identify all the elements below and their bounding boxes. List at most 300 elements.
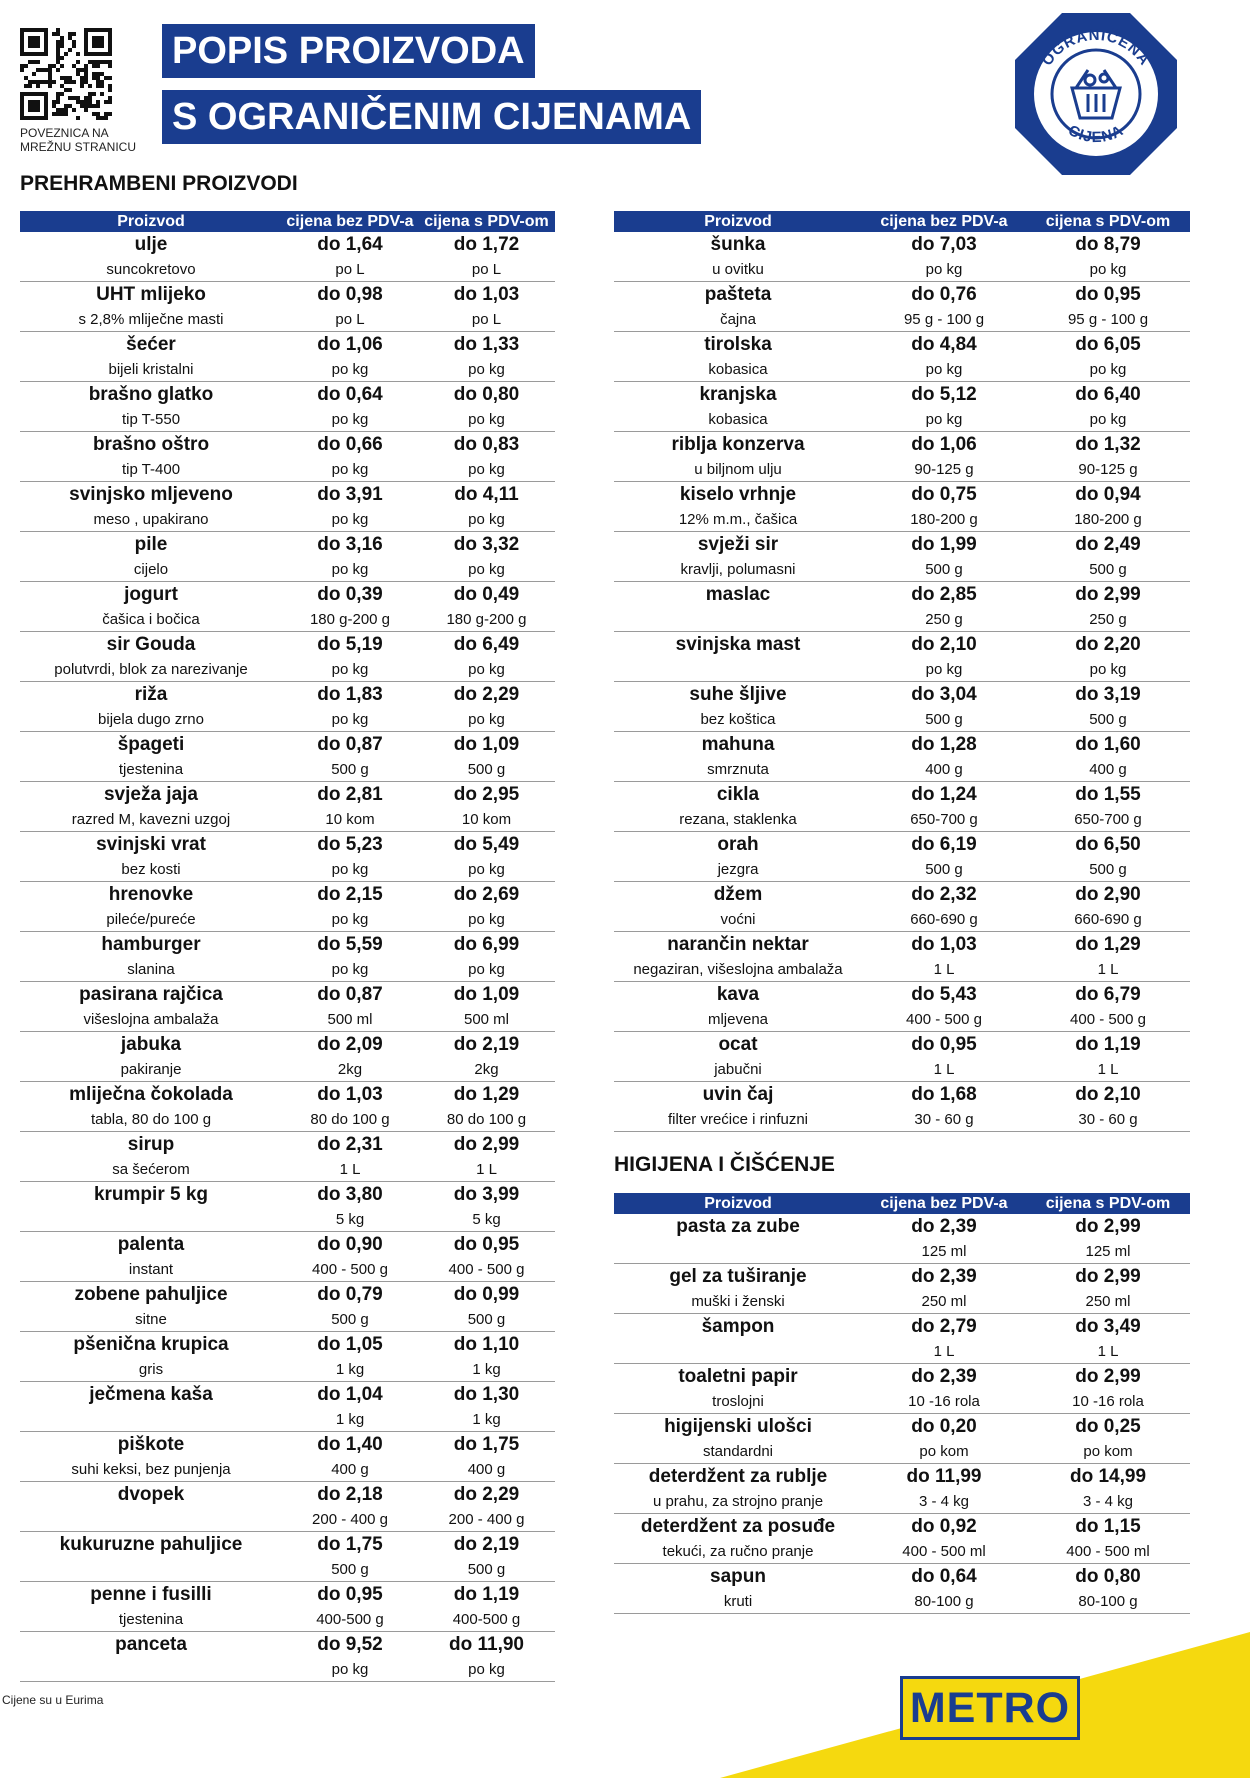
price-excl-vat: do 1,03: [317, 1084, 383, 1105]
product-name: šunka: [710, 234, 766, 255]
price-excl-vat: do 5,12: [911, 384, 977, 405]
product-description: instant: [20, 1258, 282, 1282]
price-excl-vat: do 0,92: [911, 1516, 977, 1537]
product-description: bijela dugo zrno: [20, 708, 282, 732]
price-incl-vat: do 1,55: [1075, 784, 1141, 805]
product-name: šećer: [126, 334, 176, 355]
price-incl-vat: do 2,19: [453, 1534, 520, 1555]
price-excl-vat: do 1,83: [317, 684, 383, 705]
price-incl-vat: do 6,50: [1075, 834, 1141, 855]
unit-incl-vat: po kg: [418, 708, 555, 732]
unit-excl-vat: 1 kg: [282, 1358, 418, 1382]
price-incl-vat: do 2,19: [453, 1034, 520, 1055]
price-incl-vat: do 1,29: [1075, 934, 1141, 955]
price-excl-vat: do 1,75: [317, 1534, 383, 1555]
product-description: voćni: [614, 908, 862, 932]
unit-incl-vat: po kg: [418, 508, 555, 532]
unit-incl-vat: 80 do 100 g: [418, 1108, 555, 1132]
product-description: filter vrećice i rinfuzni: [614, 1108, 862, 1132]
price-incl-vat: do 0,49: [453, 584, 520, 605]
unit-incl-vat: 1 L: [1026, 1058, 1190, 1082]
price-excl-vat: do 0,76: [911, 284, 977, 305]
price-excl-vat: do 0,64: [317, 384, 383, 405]
product-name: sir Gouda: [106, 634, 196, 655]
product-description: kobasica: [614, 358, 862, 382]
unit-excl-vat: po kg: [282, 958, 418, 982]
price-excl-vat: do 5,59: [317, 934, 383, 955]
price-excl-vat: do 1,28: [911, 734, 977, 755]
product-description: negaziran, višeslojna ambalaža: [614, 958, 862, 982]
product-name: šampon: [701, 1316, 775, 1337]
col-header-product: Proizvod: [614, 211, 862, 232]
price-incl-vat: do 3,99: [453, 1184, 520, 1205]
product-name: brašno oštro: [92, 434, 210, 455]
unit-incl-vat: 400 - 500 ml: [1026, 1540, 1190, 1564]
product-name: gel za tuširanje: [669, 1266, 807, 1287]
unit-incl-vat: po kg: [418, 658, 555, 682]
price-incl-vat: do 0,80: [453, 384, 520, 405]
price-excl-vat: do 3,16: [317, 534, 383, 555]
price-incl-vat: do 0,94: [1075, 484, 1141, 505]
product-name: hrenovke: [108, 884, 194, 905]
unit-excl-vat: po kg: [282, 458, 418, 482]
unit-excl-vat: 3 - 4 kg: [862, 1490, 1026, 1514]
col-header-price-incl: cijena s PDV-om: [1026, 1193, 1190, 1214]
product-name: panceta: [115, 1634, 187, 1655]
price-incl-vat: do 1,09: [453, 984, 520, 1005]
unit-incl-vat: 2kg: [418, 1058, 555, 1082]
price-incl-vat: do 2,20: [1075, 634, 1141, 655]
product-description: s 2,8% mliječne masti: [20, 308, 282, 332]
price-excl-vat: do 0,66: [317, 434, 383, 455]
product-name: suhe šljive: [689, 684, 787, 705]
product-name: higijenski ulošci: [664, 1416, 812, 1437]
price-incl-vat: do 6,40: [1075, 384, 1141, 405]
unit-excl-vat: 400 g: [282, 1458, 418, 1482]
product-description: pileće/pureće: [20, 908, 282, 932]
unit-incl-vat: po kg: [1026, 258, 1190, 282]
product-name: sirup: [127, 1134, 175, 1155]
product-description: meso , upakirano: [20, 508, 282, 532]
product-name: deterdžent za posuđe: [640, 1516, 836, 1537]
price-incl-vat: do 1,29: [453, 1084, 520, 1105]
price-excl-vat: do 7,03: [911, 234, 977, 255]
product-description: jezgra: [614, 858, 862, 882]
product-name: ocat: [718, 1034, 758, 1055]
price-excl-vat: do 1,68: [911, 1084, 977, 1105]
price-excl-vat: do 1,06: [911, 434, 977, 455]
unit-incl-vat: 10 -16 rola: [1026, 1390, 1190, 1414]
price-excl-vat: do 5,23: [317, 834, 383, 855]
unit-incl-vat: po kg: [418, 558, 555, 582]
price-incl-vat: do 1,19: [453, 1584, 520, 1605]
product-name: ulje: [134, 234, 168, 255]
unit-incl-vat: po kg: [418, 358, 555, 382]
product-description: troslojni: [614, 1390, 862, 1414]
price-excl-vat: do 5,43: [911, 984, 977, 1005]
product-name: piškote: [117, 1434, 185, 1455]
product-name: narančin nektar: [667, 934, 809, 955]
product-name: pasirana rajčica: [79, 984, 223, 1005]
page-title-line2: S OGRANIČENIM CIJENAMA: [162, 90, 701, 144]
price-excl-vat: do 11,99: [906, 1466, 982, 1487]
price-excl-vat: do 0,87: [317, 734, 383, 755]
unit-incl-vat: 1 L: [1026, 1340, 1190, 1364]
unit-incl-vat: 180-200 g: [1026, 508, 1190, 532]
unit-excl-vat: po kg: [282, 908, 418, 932]
unit-incl-vat: po kg: [418, 908, 555, 932]
unit-incl-vat: po kg: [418, 958, 555, 982]
unit-excl-vat: 250 ml: [862, 1290, 1026, 1314]
price-excl-vat: do 0,79: [317, 1284, 383, 1305]
price-excl-vat: do 2,81: [317, 784, 383, 805]
price-incl-vat: do 8,79: [1075, 234, 1141, 255]
price-excl-vat: do 2,31: [317, 1134, 383, 1155]
price-excl-vat: do 0,87: [317, 984, 383, 1005]
unit-excl-vat: 2kg: [282, 1058, 418, 1082]
unit-excl-vat: po kg: [282, 358, 418, 382]
price-excl-vat: do 2,15: [317, 884, 383, 905]
product-name: dvopek: [117, 1484, 185, 1505]
price-excl-vat: do 1,99: [911, 534, 977, 555]
product-description: u ovitku: [614, 258, 862, 282]
unit-incl-vat: 500 g: [418, 1308, 555, 1332]
unit-excl-vat: 1 L: [862, 1340, 1026, 1364]
product-description: tjestenina: [20, 758, 282, 782]
price-incl-vat: do 6,99: [453, 934, 520, 955]
product-description: kobasica: [614, 408, 862, 432]
product-name: pšenična krupica: [73, 1334, 229, 1355]
product-name: riblja konzerva: [671, 434, 805, 455]
price-incl-vat: do 6,49: [453, 634, 520, 655]
price-incl-vat: do 1,09: [453, 734, 520, 755]
unit-excl-vat: po kg: [282, 708, 418, 732]
price-excl-vat: do 1,24: [911, 784, 977, 805]
col-header-price-incl: cijena s PDV-om: [1026, 211, 1190, 232]
unit-incl-vat: 250 ml: [1026, 1290, 1190, 1314]
price-incl-vat: do 3,32: [453, 534, 520, 555]
unit-incl-vat: 650-700 g: [1026, 808, 1190, 832]
unit-excl-vat: 80-100 g: [862, 1590, 1026, 1614]
price-excl-vat: do 5,19: [317, 634, 383, 655]
unit-incl-vat: 10 kom: [418, 808, 555, 832]
col-header-product: Proizvod: [614, 1193, 862, 1214]
price-incl-vat: do 1,19: [1075, 1034, 1141, 1055]
badge-text-bottom: CIJENA: [1065, 121, 1127, 147]
product-description: suncokretovo: [20, 258, 282, 282]
price-excl-vat: do 0,90: [317, 1234, 383, 1255]
product-name: jogurt: [124, 584, 178, 605]
price-excl-vat: do 3,04: [911, 684, 977, 705]
price-excl-vat: do 3,80: [317, 1184, 383, 1205]
price-incl-vat: do 2,95: [453, 784, 520, 805]
product-description: sitne: [20, 1308, 282, 1332]
product-description: smrznuta: [614, 758, 862, 782]
product-name: penne i fusilli: [90, 1584, 212, 1605]
unit-incl-vat: 30 - 60 g: [1026, 1108, 1190, 1132]
product-name: ječmena kaša: [89, 1384, 213, 1405]
unit-excl-vat: po kg: [862, 408, 1026, 432]
price-incl-vat: do 2,29: [453, 684, 520, 705]
product-name: špageti: [117, 734, 185, 755]
price-incl-vat: do 2,99: [453, 1134, 520, 1155]
unit-excl-vat: po kom: [862, 1440, 1026, 1464]
price-incl-vat: do 5,49: [453, 834, 520, 855]
unit-excl-vat: 500 g: [862, 558, 1026, 582]
price-incl-vat: do 1,32: [1075, 434, 1141, 455]
product-name: tirolska: [704, 334, 772, 355]
price-excl-vat: do 2,39: [911, 1216, 977, 1237]
unit-incl-vat: 3 - 4 kg: [1026, 1490, 1190, 1514]
product-description: čašica i bočica: [20, 608, 282, 632]
product-name: kava: [716, 984, 760, 1005]
unit-incl-vat: po kom: [1026, 1440, 1190, 1464]
product-name: UHT mlijeko: [96, 284, 206, 305]
unit-incl-vat: 1 L: [1026, 958, 1190, 982]
product-description: razred M, kavezni uzgoj: [20, 808, 282, 832]
unit-excl-vat: 180 g-200 g: [282, 608, 418, 632]
currency-note: Cijene su u Eurima: [2, 1693, 104, 1707]
price-excl-vat: do 2,32: [911, 884, 977, 905]
unit-excl-vat: po L: [282, 308, 418, 332]
price-incl-vat: do 2,99: [1075, 1366, 1141, 1387]
product-name: kranjska: [699, 384, 777, 405]
unit-incl-vat: 1 kg: [418, 1408, 555, 1432]
unit-incl-vat: 250 g: [1026, 608, 1190, 632]
price-excl-vat: do 9,52: [317, 1634, 383, 1655]
price-excl-vat: do 2,10: [911, 634, 977, 655]
product-name: kukuruzne pahuljice: [59, 1534, 243, 1555]
unit-excl-vat: 80 do 100 g: [282, 1108, 418, 1132]
price-excl-vat: do 2,79: [911, 1316, 977, 1337]
product-description: standardni: [614, 1440, 862, 1464]
product-name: brašno glatko: [88, 384, 214, 405]
price-excl-vat: do 0,98: [317, 284, 383, 305]
price-incl-vat: do 1,72: [453, 234, 520, 255]
product-description: u prahu, za strojno pranje: [614, 1490, 862, 1514]
product-name: sapun: [710, 1566, 766, 1587]
price-incl-vat: do 6,79: [1075, 984, 1141, 1005]
unit-excl-vat: po kg: [282, 408, 418, 432]
price-excl-vat: do 2,85: [911, 584, 977, 605]
page-title-line1: POPIS PROIZVODA: [162, 24, 535, 78]
unit-excl-vat: 5 kg: [282, 1208, 418, 1232]
price-incl-vat: do 3,19: [1075, 684, 1141, 705]
unit-excl-vat: 180-200 g: [862, 508, 1026, 532]
product-name: pasta za zube: [676, 1216, 800, 1237]
price-excl-vat: do 0,75: [911, 484, 977, 505]
price-incl-vat: do 2,99: [1075, 1216, 1141, 1237]
product-description: jabučni: [614, 1058, 862, 1082]
product-name: kiselo vrhnje: [679, 484, 797, 505]
product-name: mahuna: [701, 734, 775, 755]
unit-incl-vat: 500 g: [1026, 858, 1190, 882]
unit-incl-vat: 660-690 g: [1026, 908, 1190, 932]
price-excl-vat: do 0,95: [317, 1584, 383, 1605]
product-description: muški i ženski: [614, 1290, 862, 1314]
price-incl-vat: do 3,49: [1075, 1316, 1141, 1337]
product-name: svinjska mast: [675, 634, 801, 655]
price-excl-vat: do 1,05: [317, 1334, 383, 1355]
unit-excl-vat: po kg: [282, 858, 418, 882]
price-incl-vat: do 1,75: [453, 1434, 520, 1455]
unit-incl-vat: 95 g - 100 g: [1026, 308, 1190, 332]
product-name: svježa jaja: [103, 784, 199, 805]
product-description: cijelo: [20, 558, 282, 582]
product-name: svježi sir: [697, 534, 779, 555]
price-incl-vat: do 1,10: [453, 1334, 520, 1355]
unit-incl-vat: po kg: [418, 858, 555, 882]
unit-excl-vat: 400 - 500 g: [282, 1258, 418, 1282]
unit-incl-vat: 125 ml: [1026, 1240, 1190, 1264]
price-incl-vat: do 6,05: [1075, 334, 1141, 355]
price-incl-vat: do 1,15: [1075, 1516, 1141, 1537]
product-name: mliječna čokolada: [69, 1084, 233, 1105]
col-header-price-excl: cijena bez PDV-a: [282, 211, 418, 232]
product-name: uvin čaj: [702, 1084, 774, 1105]
product-description: rezana, staklenka: [614, 808, 862, 832]
unit-excl-vat: po L: [282, 258, 418, 282]
unit-incl-vat: 400 g: [1026, 758, 1190, 782]
unit-incl-vat: po kg: [1026, 658, 1190, 682]
product-description: sa šećerom: [20, 1158, 282, 1182]
unit-excl-vat: 500 g: [862, 708, 1026, 732]
unit-excl-vat: 500 g: [282, 1558, 418, 1582]
price-excl-vat: do 1,64: [317, 234, 383, 255]
price-incl-vat: do 0,99: [453, 1284, 520, 1305]
unit-incl-vat: 180 g-200 g: [418, 608, 555, 632]
price-excl-vat: do 2,18: [317, 1484, 383, 1505]
product-description: tjestenina: [20, 1608, 282, 1632]
unit-excl-vat: 500 g: [282, 758, 418, 782]
unit-incl-vat: po kg: [418, 1658, 555, 1682]
unit-excl-vat: 1 L: [862, 958, 1026, 982]
unit-incl-vat: 500 g: [1026, 708, 1190, 732]
product-name: džem: [713, 884, 763, 905]
unit-incl-vat: 5 kg: [418, 1208, 555, 1232]
unit-excl-vat: 90-125 g: [862, 458, 1026, 482]
product-name: palenta: [117, 1234, 185, 1255]
metro-logo-text: METRO: [909, 1684, 1071, 1732]
product-description: tabla, 80 do 100 g: [20, 1108, 282, 1132]
unit-excl-vat: 650-700 g: [862, 808, 1026, 832]
product-name: toaletni papir: [678, 1366, 798, 1387]
unit-incl-vat: 200 - 400 g: [418, 1508, 555, 1532]
price-incl-vat: do 11,90: [449, 1634, 524, 1655]
price-incl-vat: do 2,10: [1075, 1084, 1141, 1105]
unit-excl-vat: po kg: [862, 358, 1026, 382]
unit-excl-vat: 125 ml: [862, 1240, 1026, 1264]
product-description: u biljnom ulju: [614, 458, 862, 482]
col-header-price-excl: cijena bez PDV-a: [862, 1193, 1026, 1214]
price-excl-vat: do 4,84: [911, 334, 977, 355]
price-excl-vat: do 1,40: [317, 1434, 383, 1455]
price-incl-vat: do 1,30: [453, 1384, 520, 1405]
unit-incl-vat: 400 g: [418, 1458, 555, 1482]
price-incl-vat: do 0,83: [453, 434, 520, 455]
unit-excl-vat: 30 - 60 g: [862, 1108, 1026, 1132]
unit-excl-vat: po kg: [282, 558, 418, 582]
col-header-product: Proizvod: [20, 211, 282, 232]
unit-excl-vat: 500 g: [862, 858, 1026, 882]
section-title-hygiene: HIGIJENA I ČIŠĆENJE: [614, 1153, 835, 1176]
unit-excl-vat: 400 g: [862, 758, 1026, 782]
price-incl-vat: do 2,99: [1075, 1266, 1141, 1287]
price-incl-vat: do 2,69: [453, 884, 520, 905]
price-incl-vat: do 2,99: [1075, 584, 1141, 605]
unit-excl-vat: 1 L: [282, 1158, 418, 1182]
price-incl-vat: do 2,29: [453, 1484, 520, 1505]
price-incl-vat: do 2,90: [1075, 884, 1141, 905]
unit-excl-vat: 660-690 g: [862, 908, 1026, 932]
product-description: bez koštica: [614, 708, 862, 732]
metro-logo: [900, 1676, 1080, 1740]
price-excl-vat: do 6,19: [911, 834, 977, 855]
price-incl-vat: do 1,60: [1075, 734, 1141, 755]
product-name: pašteta: [704, 284, 772, 305]
unit-incl-vat: po kg: [418, 408, 555, 432]
unit-incl-vat: po kg: [418, 458, 555, 482]
price-incl-vat: do 0,80: [1075, 1566, 1141, 1587]
price-excl-vat: do 1,03: [911, 934, 977, 955]
unit-excl-vat: 500 g: [282, 1308, 418, 1332]
product-name: deterdžent za rublje: [648, 1466, 828, 1487]
unit-incl-vat: 1 kg: [418, 1358, 555, 1382]
product-description: slanina: [20, 958, 282, 982]
product-description: tip T-400: [20, 458, 282, 482]
product-description: bijeli kristalni: [20, 358, 282, 382]
product-description: gris: [20, 1358, 282, 1382]
price-excl-vat: do 3,91: [317, 484, 383, 505]
unit-excl-vat: 1 L: [862, 1058, 1026, 1082]
unit-excl-vat: 250 g: [862, 608, 1026, 632]
product-name: zobene pahuljice: [74, 1284, 228, 1305]
unit-excl-vat: 95 g - 100 g: [862, 308, 1026, 332]
unit-incl-vat: 1 L: [418, 1158, 555, 1182]
product-description: polutvrdi, blok za narezivanje: [20, 658, 282, 682]
price-incl-vat: do 14,99: [1069, 1466, 1147, 1487]
price-incl-vat: do 1,03: [453, 284, 520, 305]
product-description: bez kosti: [20, 858, 282, 882]
price-incl-vat: do 0,95: [453, 1234, 520, 1255]
price-excl-vat: do 2,39: [911, 1266, 977, 1287]
price-incl-vat: do 0,25: [1075, 1416, 1141, 1437]
unit-excl-vat: po kg: [862, 258, 1026, 282]
unit-incl-vat: 400-500 g: [418, 1608, 555, 1632]
badge-text-top: OGRANIČENA: [1038, 26, 1154, 70]
product-description: mljevena: [614, 1008, 862, 1032]
col-header-price-excl: cijena bez PDV-a: [862, 211, 1026, 232]
product-description: kruti: [614, 1590, 862, 1614]
unit-excl-vat: po kg: [282, 1658, 418, 1682]
unit-incl-vat: 500 g: [418, 1558, 555, 1582]
product-description: pakiranje: [20, 1058, 282, 1082]
price-excl-vat: do 0,95: [911, 1034, 977, 1055]
price-incl-vat: do 2,49: [1075, 534, 1141, 555]
price-excl-vat: do 0,39: [317, 584, 383, 605]
unit-excl-vat: 200 - 400 g: [282, 1508, 418, 1532]
qr-label: POVEZNICA NA MREŽNU STRANICU: [20, 126, 136, 154]
unit-excl-vat: po kg: [282, 508, 418, 532]
product-name: svinjsko mljeveno: [69, 484, 233, 505]
product-description: čajna: [614, 308, 862, 332]
product-name: pile: [134, 534, 168, 555]
unit-incl-vat: 500 g: [418, 758, 555, 782]
unit-excl-vat: 400-500 g: [282, 1608, 418, 1632]
unit-incl-vat: po L: [418, 308, 555, 332]
price-excl-vat: do 1,04: [317, 1384, 383, 1405]
product-description: kravlji, polumasni: [614, 558, 862, 582]
